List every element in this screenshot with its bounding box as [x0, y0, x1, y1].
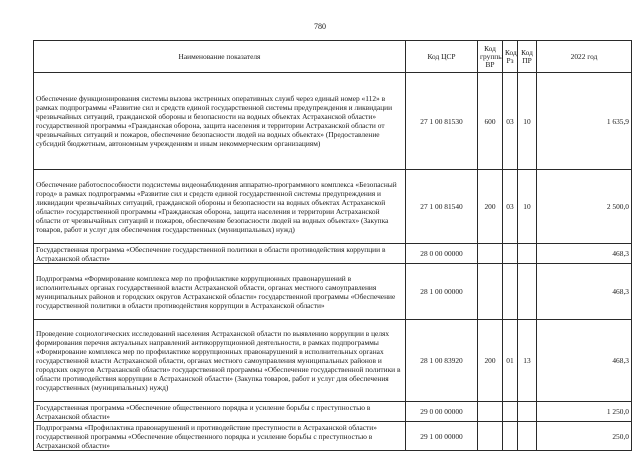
row-name: Государственная программа «Обеспечение общественного порядка и усиление борьбы с преступностью в Астраханской области» [34, 402, 406, 422]
row-rz [503, 402, 518, 422]
row-csr: 29 0 00 00000 [406, 402, 478, 422]
page-number: 780 [314, 22, 326, 31]
row-vr [478, 264, 503, 320]
table-row [34, 244, 632, 264]
row-name: Подпрограмма «Формирование комплекса мер по профилактике коррупционных правонарушений в исполнительных органах государственной власти Астраханской области, органах местного самоуправления муниципальных районов и городских округов Астраханской области» государственной программы «Обеспечение государственной политики в области противодействия коррупции в Астраханской области» [34, 264, 406, 320]
row-vr [478, 402, 503, 422]
row-vr: 200 [478, 320, 503, 402]
row-rz [503, 264, 518, 320]
row-vr [478, 422, 503, 451]
row-pr: 10 [518, 73, 537, 170]
row-pr [518, 264, 537, 320]
row-name: Обеспечение функционирования системы вызова экстренных оперативных служб через единый номер «112» в рамках подпрограммы «Развитие сил и средств единой государственной системы предупреждения и ликвидации чрезвычайных ситуаций, гражданской обороны и безопасности на водных объектах Астраханской области» государственной программы «Гражданская оборона, защита населения и территории Астраханской области от чрезвычайных ситуаций и пожаров, обеспечение безопасности людей на водных объектах» (Предоставление субсидий бюджетным, автономным учреждениям и иным некоммерческим организациям) [34, 73, 406, 170]
row-amount: 2 500,0 [537, 170, 632, 244]
table-row [34, 320, 632, 402]
header-csr: Код ЦСР [406, 41, 478, 73]
header-year: 2022 год [537, 41, 632, 73]
row-rz: 01 [503, 320, 518, 402]
row-csr: 29 1 00 00000 [406, 422, 478, 451]
row-amount: 468,3 [537, 264, 632, 320]
table-header-row [34, 41, 632, 73]
row-name: Проведение социологических исследований населения Астраханской области по выявлению коррупции в целях формирования перечня актуальных направлений антикоррупционной деятельности, в рамках подпрограммы «Формирование комплекса мер по профилактике коррупционных правонарушений в исполнительных органах государственной власти Астраханской области, органах местного самоуправления муниципальных районов и городских округов Астраханской области» государственной программы «Обеспечение государственной политики в области противодействия коррупции в Астраханской области» (Закупка товаров, работ и услуг для обеспечения государственных (муниципальных) нужд) [34, 320, 406, 402]
row-pr [518, 402, 537, 422]
row-rz: 03 [503, 73, 518, 170]
row-vr: 200 [478, 170, 503, 244]
header-rz: Код Рз [503, 41, 518, 73]
row-csr: 27 1 00 81540 [406, 170, 478, 244]
row-name: Подпрограмма «Профилактика правонарушений и противодействие преступности в Астраханской области» государственной программы «Обеспечение общественного порядка и усиление борьбы с преступностью в Астраханской области» [34, 422, 406, 451]
row-amount: 1 635,9 [537, 73, 632, 170]
table-row [34, 422, 632, 451]
row-pr: 10 [518, 170, 537, 244]
table-row [34, 170, 632, 244]
row-pr: 13 [518, 320, 537, 402]
row-rz [503, 422, 518, 451]
row-csr: 28 1 00 00000 [406, 264, 478, 320]
row-pr [518, 422, 537, 451]
row-vr [478, 244, 503, 264]
row-name: Государственная программа «Обеспечение государственной политики в области противодействия коррупции в Астраханской области» [34, 244, 406, 264]
row-rz [503, 244, 518, 264]
row-pr [518, 244, 537, 264]
budget-table [33, 40, 632, 451]
row-amount: 468,3 [537, 244, 632, 264]
header-pr: Код ПР [518, 41, 537, 73]
table-row [34, 73, 632, 170]
row-amount: 468,3 [537, 320, 632, 402]
row-name: Обеспечение работоспособности подсистемы видеонаблюдения аппаратно-программного комплекса «Безопасный город» в рамках подпрограммы «Развитие сил и средств единой государственной системы предупреждения и ликвидации чрезвычайных ситуаций, гражданской обороны и безопасности на водных объектах Астраханской области» государственной программы «Гражданская оборона, защита населения и территории Астраханской области от чрезвычайных ситуаций и пожаров, обеспечение безопасности людей на водных объектах» (Закупка товаров, работ и услуг для обеспечения государственных (муниципальных) нужд) [34, 170, 406, 244]
header-name: Наименование показателя [34, 41, 406, 73]
row-amount: 1 250,0 [537, 402, 632, 422]
row-csr: 28 1 00 83920 [406, 320, 478, 402]
row-vr: 600 [478, 73, 503, 170]
row-amount: 250,0 [537, 422, 632, 451]
row-csr: 27 1 00 81530 [406, 73, 478, 170]
row-rz: 03 [503, 170, 518, 244]
row-csr: 28 0 00 00000 [406, 244, 478, 264]
table-row [34, 264, 632, 320]
table-row [34, 402, 632, 422]
header-vr: Код группы ВР [478, 41, 503, 73]
